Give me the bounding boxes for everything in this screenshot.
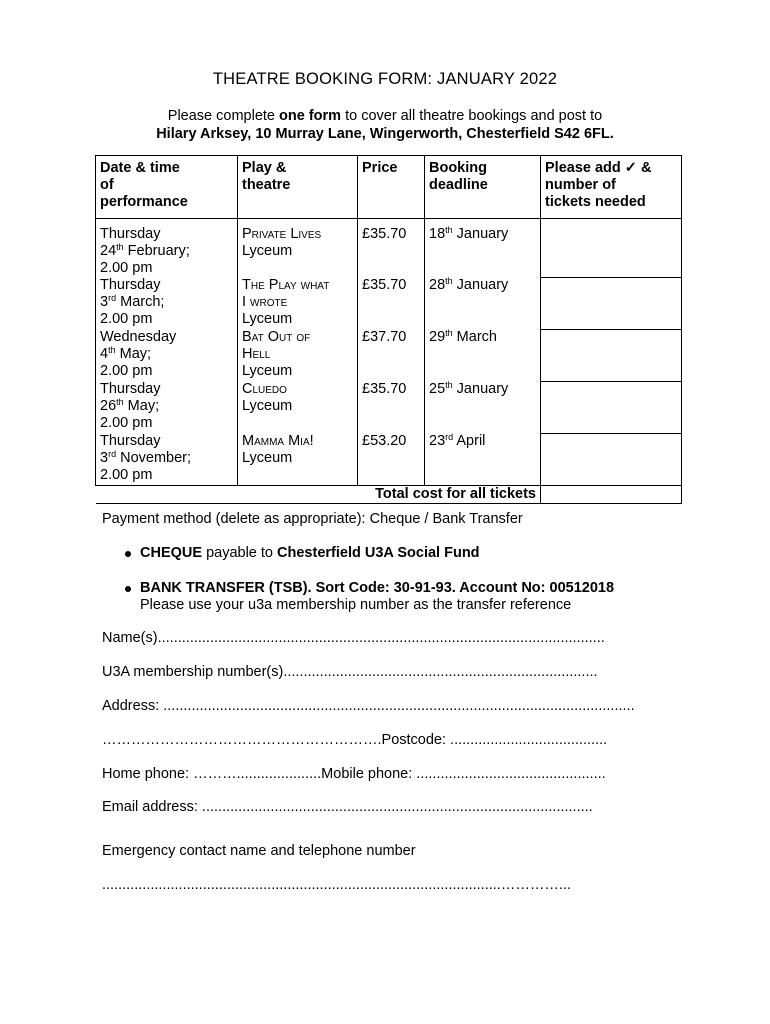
postcode-field[interactable]: ………………………………………………….Postcode: ....................................... [102, 732, 608, 748]
performance-date: Thursday 24th February; 2.00 pm [96, 219, 238, 278]
booking-deadline: 28th January [425, 277, 541, 329]
postal-address: Hilary Arksey, 10 Murray Lane, Wingerworth, Chesterfield S42 6FL. [156, 126, 614, 142]
booking-deadline: 18th January [425, 219, 541, 278]
performance-date: Thursday 3rd March; 2.00 pm [96, 277, 238, 329]
tickets-needed-cell[interactable] [541, 433, 682, 485]
header-play: Play & theatre [238, 156, 358, 219]
address-field[interactable]: Address: ..................................................................................................................... [102, 698, 635, 714]
play-title: Bat Out of Hell Lyceum [238, 329, 358, 381]
tickets-needed-cell[interactable] [541, 381, 682, 433]
header-deadline: Booking deadline [425, 156, 541, 219]
table-header-row [96, 156, 682, 219]
total-label: Total cost for all tickets [96, 485, 541, 503]
emergency-contact-field[interactable]: ...................................................................................................…………... [102, 877, 571, 893]
ticket-price: £37.70 [358, 329, 425, 381]
play-title: Private Lives Lyceum [238, 219, 358, 278]
intro-emphasis: one form [279, 108, 342, 124]
list-item-bank-transfer: BANK TRANSFER (TSB). Sort Code: 30-91-93. Account No: 00512018 Please use your u3a membership number as the transfer reference [103, 580, 703, 614]
performance-date: Thursday 26th May; 2.00 pm [96, 381, 238, 433]
bullet-icon [125, 551, 131, 557]
table-row [96, 433, 682, 485]
table-row [96, 381, 682, 433]
ticket-price: £53.20 [358, 433, 425, 485]
membership-number-field[interactable]: U3A membership number(s).............................................................................. [102, 664, 598, 680]
payment-methods-list [103, 545, 703, 632]
play-title: The Play what I wrote Lyceum [238, 277, 358, 329]
tickets-needed-cell[interactable] [541, 277, 682, 329]
table-row [96, 277, 682, 329]
intro-text: Please complete one form to cover all theatre bookings and post to [167, 108, 603, 124]
header-date: Date & time of performance [96, 156, 238, 219]
payment-method-line: Payment method (delete as appropriate): Cheque / Bank Transfer [102, 511, 523, 527]
total-cost-cell[interactable] [541, 485, 682, 503]
tickets-needed-cell[interactable] [541, 329, 682, 381]
header-price: Price [358, 156, 425, 219]
booking-table [95, 155, 682, 504]
play-title: Cluedo Lyceum [238, 381, 358, 433]
booking-deadline: 25th January [425, 381, 541, 433]
booking-deadline: 23rd April [425, 433, 541, 485]
performance-date: Thursday 3rd November; 2.00 pm [96, 433, 238, 485]
header-add-tickets: Please add ✓ & number of tickets needed [541, 156, 682, 219]
emergency-contact-label: Emergency contact name and telephone number [102, 843, 416, 859]
ticket-price: £35.70 [358, 219, 425, 278]
tickets-needed-cell[interactable] [541, 219, 682, 278]
ticket-price: £35.70 [358, 381, 425, 433]
form-title: THEATRE BOOKING FORM: JANUARY 2022 [212, 70, 558, 88]
names-field[interactable]: Name(s)............................................................................................................... [102, 630, 605, 646]
total-row [96, 485, 682, 503]
email-field[interactable]: Email address: ................................................................................................. [102, 799, 593, 815]
play-title: Mamma Mia! Lyceum [238, 433, 358, 485]
phone-fields[interactable]: Home phone: ……….....................Mobile phone: ............................................... [102, 766, 606, 782]
table-row [96, 219, 682, 278]
ticket-price: £35.70 [358, 277, 425, 329]
bullet-icon [125, 586, 131, 592]
list-item-cheque: CHEQUE payable to Chesterfield U3A Social Fund [103, 545, 703, 562]
booking-deadline: 29th March [425, 329, 541, 381]
performance-date: Wednesday 4th May; 2.00 pm [96, 329, 238, 381]
table-row [96, 329, 682, 381]
